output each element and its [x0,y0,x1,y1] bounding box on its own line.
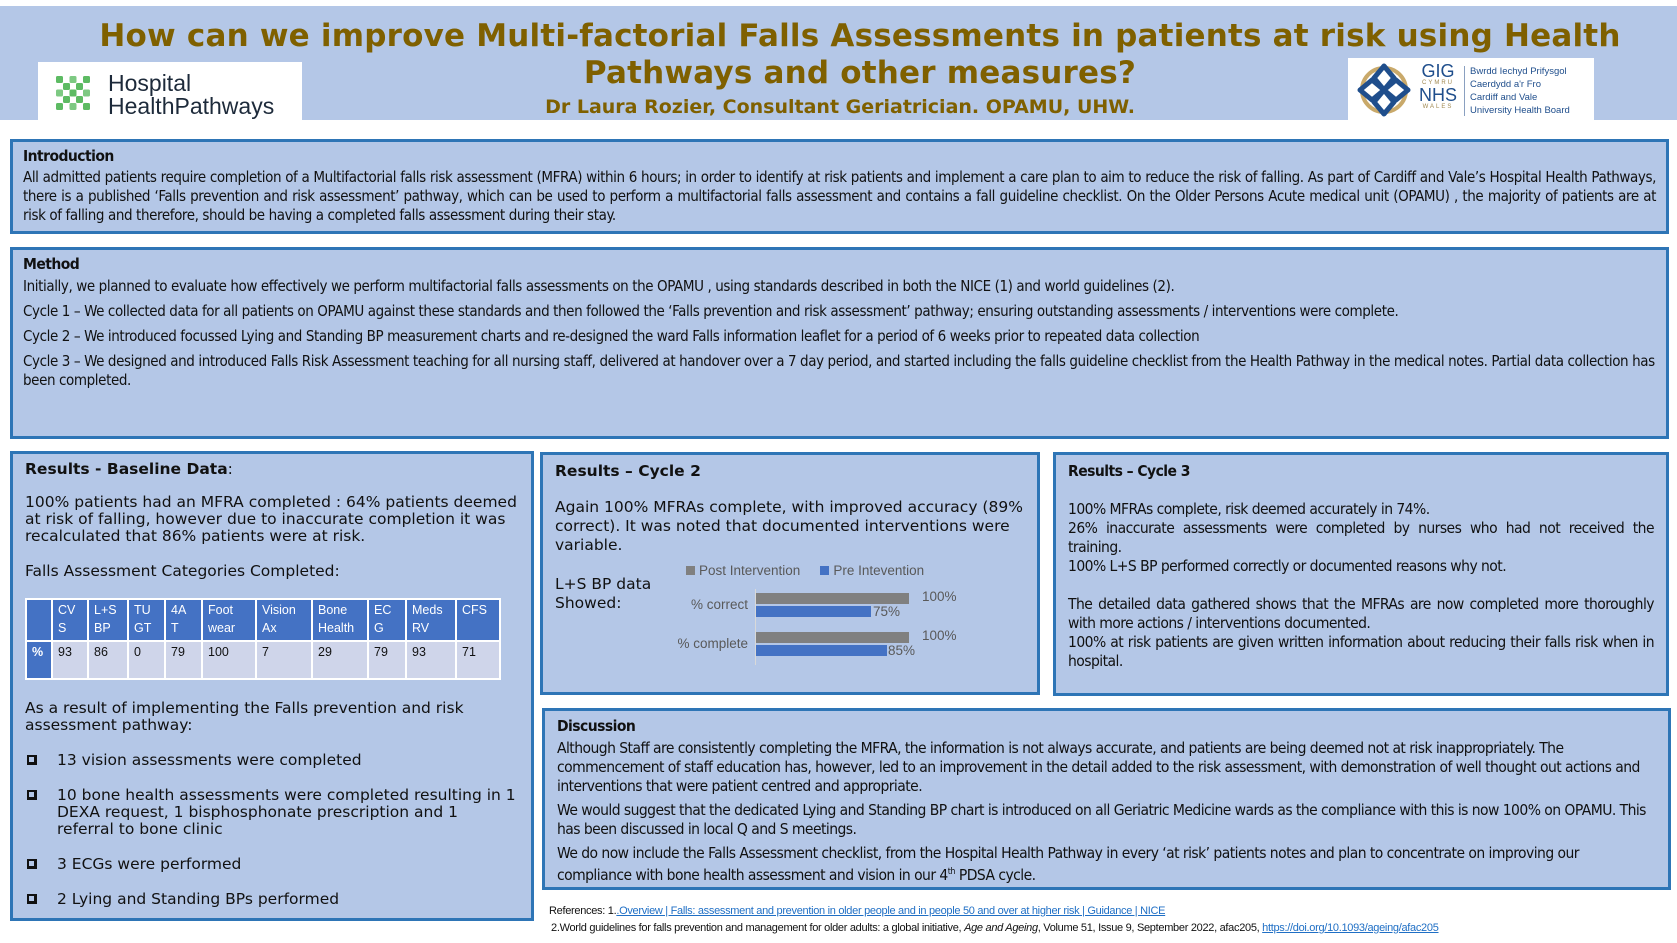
table-header-cell: CV S [52,599,88,641]
method-cycle-3: Cycle 3 – We designed and introduced Falls Risk Assessment teaching for all nursing staff, delivered at handover over a 7 day period, and started including the falls guideline checklist from the Health Pathway in the medical notes. Partial data collection has been completed. [23,352,1655,389]
legend-item-pre: Pre Intevention [820,563,924,578]
table-cell: 71 [456,641,500,679]
list-item: 3 ECGs were performed [25,856,519,873]
discussion-paragraph: We would suggest that the dedicated Lying and Standing BP chart is introduced on all Geriatric Medicine wards as the compliance with this is now 100% on OPAMU. This has been discussed in local Q and S meetings. [557,801,1646,838]
legend-item-post: Post Intervention [686,563,800,578]
health-board-name: Bwrdd Iechyd Prifysgol Caerdydd a'r Fro Cardiff and Vale University Health Board [1470,66,1570,116]
method-cycle-2: Cycle 2 – We introduced focussed Lying and Standing BP measurement charts and re-designed the ward Falls information leaflet for a period of 6 weeks prior to repeated data collection [23,327,1200,345]
chart-intro-label: L+S BP data Showed: [555,575,652,612]
table-header-cell: 4A T [165,599,202,641]
table-header-cell: Vision Ax [256,599,312,641]
author-line: Dr Laura Rozier, Consultant Geriatrician. OPAMU, UHW. [545,96,1135,118]
chart-legend [686,563,924,578]
category-label: % correct [690,597,748,612]
title-line-2: Pathways and other measures? [583,55,1137,91]
value-label: 85% [888,643,916,658]
table-cell: 100 [202,641,256,679]
method-heading: Method [23,255,80,273]
doi-link[interactable]: https://doi.org/10.1093/ageing/afac205 [1262,922,1439,934]
celtic-knot-icon [1356,62,1412,118]
hhp-checker-icon [54,74,92,112]
category-label: % complete [677,636,748,651]
baseline-summary: 100% patients had an MFRA completed : 64% patients deemed at risk of falling, however due to inaccurate completion it was recalculated that 86% patients were at risk. [25,493,517,545]
cycle-2-heading: Results – Cycle 2 [555,462,701,480]
nice-guidance-link[interactable]: .Overview | Falls: assessment and prevention in older people and in people 50 and over at higher risk | Guidance | NICE [616,905,1166,917]
bar-post-correct [756,593,909,604]
table-row [26,641,500,679]
table-caption: Falls Assessment Categories Completed: [25,562,340,580]
legend-swatch-icon [686,566,695,575]
falls-categories-table [25,598,501,680]
gig-nhs-wordmark: GIG CYMRU NHS WALES [1418,61,1457,110]
hospital-healthpathways-logo [38,62,302,126]
cycle-3-detail: The detailed data gathered shows that the MFRAs are now completed more thoroughly with more actions / interventions documented. 100% at risk patients are given written information about reducing their falls risk when in hospital. [1068,595,1654,670]
logo-divider [1464,66,1465,116]
checkbox-bullet-icon [27,894,37,904]
introduction-panel [10,139,1669,234]
baseline-heading: Results - Baseline Data: [25,460,233,478]
method-cycle-1: Cycle 1 – We collected data for all patients on OPAMU against these standards and then followed the ‘Falls prevention and risk assessment’ pathway; ensuring outstanding assessments / interventions were complete. [23,302,1399,320]
table-cell: 79 [368,641,406,679]
discussion-paragraph: We do now include the Falls Assessment checklist, from the Hospital Health Pathway in every ‘at risk’ patients notes and plan to concentrate on improving our compliance with bone health assessment and vision in our 4th PDSA cycle. [557,844,1579,884]
reference-1: References: 1..Overview | Falls: assessment and prevention in older people and in people 50 and over at higher risk | Guidance | NICE [549,905,1166,917]
table-cell: 29 [312,641,368,679]
legend-swatch-icon [820,566,829,575]
table-header-cell: TU GT [128,599,165,641]
list-item: 2 Lying and Standing BPs performed [25,891,519,908]
discussion-paragraph: Although Staff are consistently completing the MFRA, the information is not always accurate, and patients are being deemed not at risk inappropriately. The commencement of staff education has, however, led to an improvement in the detail added to the risk assessment, with demonstration of well thought out actions and interventions that were patient centred and appropriate. [557,739,1640,795]
list-item: 10 bone health assessments were completed resulting in 1 DEXA request, 1 bisphosphonate prescription and 1 referral to bone clinic [25,787,519,838]
hhp-logo-text: Hospital HealthPathways [108,70,275,119]
table-header-cell: CFS [456,599,500,641]
discussion-panel [542,708,1671,890]
table-header-cell [26,599,52,641]
bar-pre-complete [756,645,887,656]
table-header-cell: Bone Health [312,599,368,641]
cycle-3-findings: 100% MFRAs complete, risk deemed accurately in 74%. 26% inaccurate assessments were completed by nurses who had not received the training. 100% L+S BP performed correctly or documented reasons why not. [1068,500,1654,575]
checkbox-bullet-icon [27,755,37,765]
table-header-row [26,599,500,641]
bar-pre-correct [756,606,871,617]
table-header-cell: L+S BP [88,599,128,641]
table-cell: 79 [165,641,202,679]
cycle-3-heading: Results – Cycle 3 [1068,462,1190,480]
table-header-cell: EC G [368,599,406,641]
title-line-1: How can we improve Multi-factorial Falls Assessments in patients at risk using Health [99,18,1621,54]
outcome-intro: As a result of implementing the Falls prevention and risk assessment pathway: [25,699,464,734]
row-label-cell: % [26,641,52,679]
checkbox-bullet-icon [27,859,37,869]
outcome-list [25,752,519,908]
poster-header [0,6,1677,120]
table-cell: 0 [128,641,165,679]
lsbp-bar-chart [643,589,983,669]
value-label: 100% [922,628,957,643]
discussion-heading: Discussion [557,717,636,735]
method-panel [10,247,1669,439]
references [549,903,1439,937]
cycle-2-results-panel [540,452,1040,695]
reference-2: 2.World guidelines for falls prevention and management for older adults: a global initiative, Age and Ageing, Volume 51, Issue 9, September 2022, afac205, https://doi.org/10.1093/ageing/afac205 [551,922,1439,934]
table-cell: 86 [88,641,128,679]
cycle-3-results-panel [1053,452,1669,696]
list-item: 13 vision assessments were completed [25,752,519,769]
baseline-results-panel [10,451,534,921]
table-cell: 93 [406,641,456,679]
table-cell: 93 [52,641,88,679]
value-label: 100% [922,589,957,604]
nhs-wales-logo [1348,58,1594,122]
introduction-heading: Introduction [23,147,114,165]
bar-post-complete [756,632,909,643]
table-header-cell: Foot wear [202,599,256,641]
introduction-body: All admitted patients require completion of a Multifactorial falls risk assessment (MFRA) within 6 hours; in order to identify at risk patients and implement a care plan to aim to reduce the risk of falling. As part of Cardiff and Vale’s Hospital Health Pathways, there is a published ‘Falls prevention and risk assessment’ pathway, which can be used to perform a multifactorial falls assessment and contains a fall guideline checklist. On the Older Persons Acute medical unit (OPAMU) , the majority of patients are at risk of falling and therefore, should be having a completed falls assessment during their stay. [23,168,1656,224]
table-cell: 7 [256,641,312,679]
cycle-2-body: Again 100% MFRAs complete, with improved accuracy (89% correct). It was noted that documented interventions were variable. [555,498,1023,554]
method-paragraph: Initially, we planned to evaluate how effectively we perform multifactorial falls assessments on the OPAMU , using standards described in both the NICE (1) and world guidelines (2). [23,277,1175,295]
value-label: 75% [873,604,901,619]
table-header-cell: Meds RV [406,599,456,641]
checkbox-bullet-icon [27,790,37,800]
